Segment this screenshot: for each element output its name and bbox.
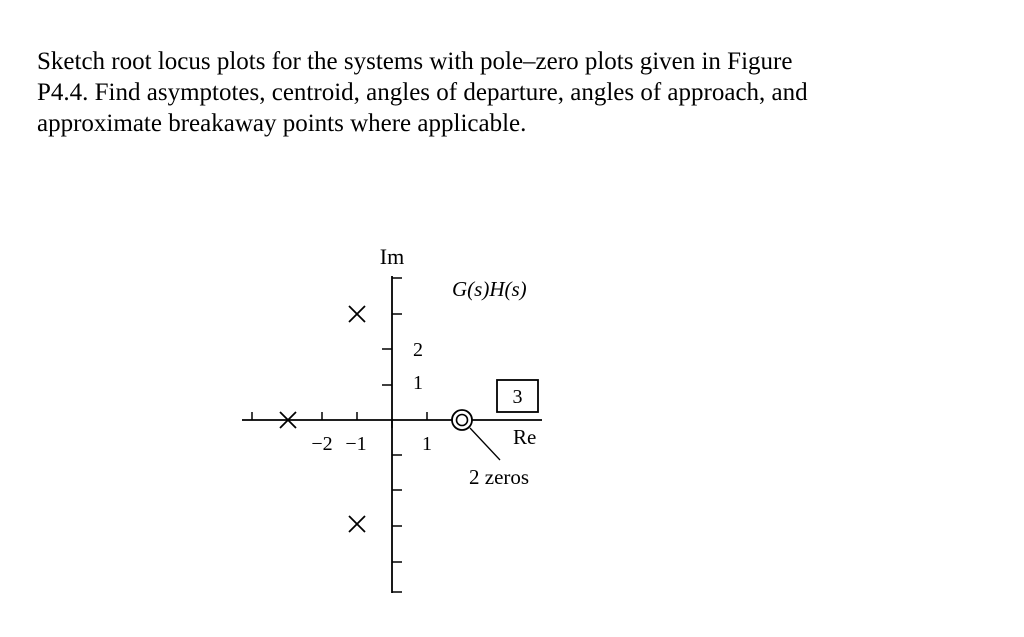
imaginary-axis-label: Im — [379, 244, 405, 269]
panel-number: 3 — [512, 386, 523, 408]
real-axis-label: Re — [513, 425, 537, 449]
y-tick-label-2: 2 — [413, 339, 423, 361]
zero-leader-line — [470, 428, 500, 460]
y-tick-label-1: 1 — [413, 372, 423, 394]
pole-marker-upper — [349, 306, 365, 322]
pole-marker-lower — [349, 516, 365, 532]
problem-line-1: Sketch root locus plots for the systems with pole–zero plots given in Figure — [37, 48, 793, 75]
problem-line-3: approximate breakaway points where applicable. — [37, 110, 527, 137]
double-zero-marker — [452, 410, 472, 430]
zero-annotation: 2 zeros — [469, 465, 530, 489]
x-tick-label-1: 1 — [422, 433, 432, 455]
x-tick-label-neg2: −2 — [311, 433, 333, 455]
x-tick-label-neg1: −1 — [345, 433, 367, 455]
transfer-function-label: G(s)H(s) — [452, 277, 527, 301]
problem-line-2: P4.4. Find asymptotes, centroid, angles of departure, angles of approach, and — [37, 79, 808, 106]
